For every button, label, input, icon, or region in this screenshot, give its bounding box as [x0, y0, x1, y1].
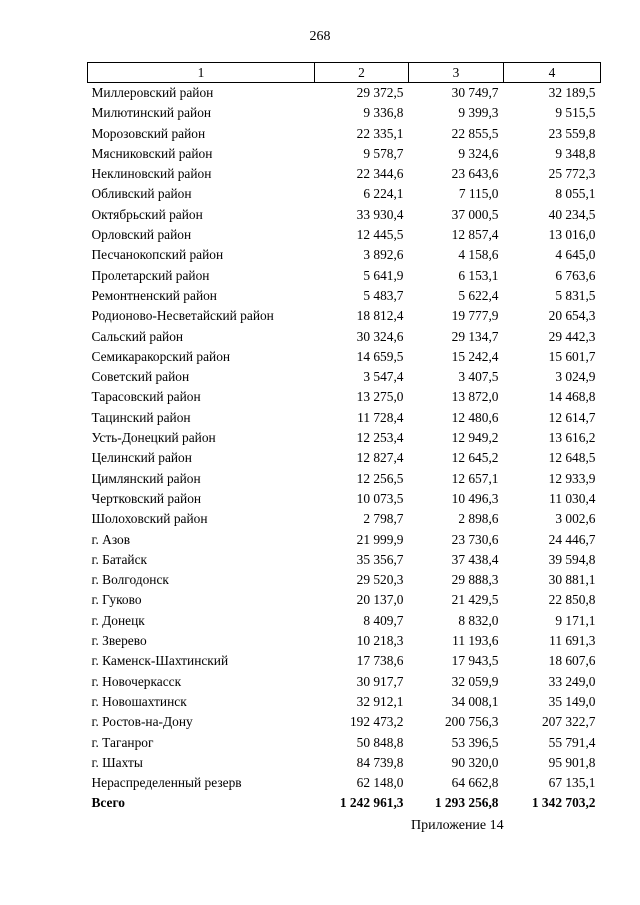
- value-cell: 12 645,2: [451, 450, 499, 466]
- value-cell: 12 857,4: [451, 227, 499, 243]
- value-cell: 12 827,4: [356, 450, 404, 466]
- value-cell: 5 622,4: [458, 287, 499, 303]
- total-value-cell: 1 293 256,8: [434, 795, 499, 811]
- value-cell: 67 135,1: [548, 775, 596, 791]
- table-row: [88, 773, 601, 793]
- value-cell: 30 881,1: [548, 572, 596, 588]
- row-name-cell: Мясниковский район: [91, 145, 213, 161]
- table-row: [88, 672, 601, 692]
- table-row: [88, 306, 601, 326]
- value-cell: 12 648,5: [548, 450, 596, 466]
- value-cell: 6 224,1: [363, 186, 404, 202]
- value-cell: 11 193,6: [452, 633, 499, 649]
- value-cell: 40 234,5: [548, 206, 596, 222]
- value-cell: 32 189,5: [548, 85, 596, 100]
- row-name-cell: Родионово-Несветайский район: [91, 308, 274, 324]
- value-cell: 2 898,6: [458, 511, 499, 527]
- value-cell: 11 728,4: [357, 409, 404, 425]
- row-name-cell: Тарасовский район: [91, 389, 201, 405]
- table-row: [88, 753, 601, 773]
- row-name-cell: г. Батайск: [91, 551, 148, 567]
- value-cell: 12 253,4: [356, 430, 404, 446]
- value-cell: 22 850,8: [548, 592, 596, 608]
- table-row: [88, 712, 601, 732]
- row-name-cell: г. Зверево: [91, 633, 147, 649]
- value-cell: 17 943,5: [451, 653, 499, 669]
- row-name-cell: г. Ростов-на-Дону: [91, 714, 193, 730]
- value-cell: 30 324,6: [356, 328, 404, 344]
- value-cell: 35 356,7: [356, 551, 404, 567]
- row-name-cell: г. Таганрог: [91, 734, 154, 750]
- appendix-label: Приложение 14: [411, 818, 504, 833]
- value-cell: 192 473,2: [349, 714, 404, 730]
- data-table: [87, 62, 601, 814]
- value-cell: 23 730,6: [451, 531, 499, 547]
- table-row: [88, 733, 601, 753]
- total-label-cell: Всего: [91, 795, 125, 811]
- table-row: [88, 387, 601, 407]
- value-cell: 5 483,7: [363, 287, 404, 303]
- value-cell: 10 496,3: [451, 490, 499, 506]
- table-row: [88, 124, 601, 144]
- table-row: [88, 509, 601, 529]
- row-name-cell: Сальский район: [91, 328, 184, 344]
- value-cell: 33 930,4: [356, 206, 404, 222]
- value-cell: 37 000,5: [451, 206, 499, 222]
- row-name-cell: г. Азов: [91, 531, 131, 547]
- value-cell: 3 547,4: [363, 369, 404, 385]
- row-name-cell: Шолоховский район: [91, 511, 208, 527]
- total-value-cell: 1 342 703,2: [531, 795, 596, 811]
- value-cell: 90 320,0: [451, 754, 499, 770]
- value-cell: 22 855,5: [451, 125, 499, 141]
- value-cell: 29 442,3: [548, 328, 596, 344]
- value-cell: 12 445,5: [356, 227, 404, 243]
- table-row: [88, 83, 601, 104]
- table-row: [88, 530, 601, 550]
- table-row: [88, 692, 601, 712]
- value-cell: 29 372,5: [356, 85, 404, 100]
- value-cell: 6 763,6: [555, 267, 596, 283]
- value-cell: 62 148,0: [356, 775, 404, 791]
- table-row: [88, 448, 601, 468]
- value-cell: 9 399,3: [458, 105, 499, 121]
- value-cell: 25 772,3: [548, 166, 596, 182]
- table-header: [88, 63, 601, 83]
- value-cell: 30 917,7: [356, 673, 404, 689]
- row-name-cell: Миллеровский район: [91, 85, 214, 100]
- row-name-cell: Чертковский район: [91, 490, 202, 506]
- table-row: [88, 327, 601, 347]
- row-name-cell: Нераспределенный резерв: [91, 775, 242, 791]
- value-cell: 15 242,4: [451, 348, 499, 364]
- value-cell: 22 335,1: [356, 125, 404, 141]
- table-row: [88, 469, 601, 489]
- row-name-cell: Цимлянский район: [91, 470, 201, 486]
- table-row: [88, 651, 601, 671]
- value-cell: 55 791,4: [548, 734, 596, 750]
- row-name-cell: г. Каменск-Шахтинский: [91, 653, 229, 669]
- value-cell: 8 832,0: [458, 612, 499, 628]
- value-cell: 29 888,3: [451, 572, 499, 588]
- row-name-cell: Пролетарский район: [91, 267, 210, 283]
- value-cell: 37 438,4: [451, 551, 499, 567]
- total-row: [88, 793, 601, 813]
- row-name-cell: г. Донецк: [91, 612, 145, 628]
- row-name-cell: Песчанокопский район: [91, 247, 224, 263]
- table-row: [88, 428, 601, 448]
- value-cell: 15 601,7: [548, 348, 596, 364]
- value-cell: 23 559,8: [548, 125, 596, 141]
- row-name-cell: г. Новочеркасск: [91, 673, 182, 689]
- row-name-cell: Советский район: [91, 369, 190, 385]
- value-cell: 21 429,5: [451, 592, 499, 608]
- value-cell: 18 607,6: [548, 653, 596, 669]
- value-cell: 50 848,8: [356, 734, 404, 750]
- table-row: [88, 570, 601, 590]
- value-cell: 20 137,0: [356, 592, 404, 608]
- value-cell: 21 999,9: [356, 531, 404, 547]
- row-name-cell: г. Гуково: [91, 592, 142, 608]
- value-cell: 64 662,8: [451, 775, 499, 791]
- value-cell: 95 901,8: [548, 754, 596, 770]
- value-cell: 8 409,7: [363, 612, 404, 628]
- value-cell: 13 016,0: [548, 227, 596, 243]
- row-name-cell: г. Волгодонск: [91, 572, 169, 588]
- value-cell: 14 468,8: [548, 389, 596, 405]
- value-cell: 3 892,6: [363, 247, 404, 263]
- value-cell: 13 616,2: [548, 430, 596, 446]
- row-name-cell: Морозовский район: [91, 125, 206, 141]
- value-cell: 12 949,2: [451, 430, 499, 446]
- page-number: 268: [309, 29, 331, 44]
- value-cell: 24 446,7: [548, 531, 596, 547]
- value-cell: 32 912,1: [356, 693, 404, 709]
- table-row: [88, 550, 601, 570]
- row-name-cell: Семикаракорский район: [91, 348, 231, 364]
- row-name-cell: Неклиновский район: [91, 166, 212, 182]
- value-cell: 3 024,9: [555, 369, 596, 385]
- value-cell: 39 594,8: [548, 551, 596, 567]
- value-cell: 12 614,7: [548, 409, 596, 425]
- table-row: [88, 286, 601, 306]
- row-name-cell: Октябрьский район: [91, 206, 203, 222]
- value-cell: 11 691,3: [549, 633, 596, 649]
- value-cell: 5 831,5: [555, 287, 596, 303]
- table-row: [88, 184, 601, 204]
- table-row: [88, 245, 601, 265]
- row-name-cell: Тацинский район: [91, 409, 191, 425]
- table-header-row: [88, 63, 601, 83]
- row-name-cell: Милютинский район: [91, 105, 212, 121]
- value-cell: 12 657,1: [451, 470, 499, 486]
- row-name-cell: Орловский район: [91, 227, 192, 243]
- value-cell: 4 645,0: [555, 247, 596, 263]
- column-header: 1: [88, 63, 315, 83]
- value-cell: 10 073,5: [356, 490, 404, 506]
- value-cell: 13 275,0: [356, 389, 404, 405]
- value-cell: 4 158,6: [458, 247, 499, 263]
- total-value-cell: 1 242 961,3: [339, 795, 404, 811]
- table-row: [88, 225, 601, 245]
- row-name-cell: Целинский район: [91, 450, 192, 466]
- row-name-cell: г. Новошахтинск: [91, 693, 187, 709]
- value-cell: 11 030,4: [549, 490, 596, 506]
- value-cell: 6 153,1: [458, 267, 499, 283]
- value-cell: 34 008,1: [451, 693, 499, 709]
- value-cell: 23 643,6: [451, 166, 499, 182]
- value-cell: 9 336,8: [363, 105, 404, 121]
- value-cell: 33 249,0: [548, 673, 596, 689]
- value-cell: 29 134,7: [451, 328, 499, 344]
- row-name-cell: г. Шахты: [91, 754, 143, 770]
- table-row: [88, 408, 601, 428]
- value-cell: 3 407,5: [458, 369, 499, 385]
- value-cell: 12 256,5: [356, 470, 404, 486]
- value-cell: 29 520,3: [356, 572, 404, 588]
- value-cell: 200 756,3: [444, 714, 499, 730]
- value-cell: 35 149,0: [548, 693, 596, 709]
- row-name-cell: Ремонтненский район: [91, 287, 217, 303]
- table-row: [88, 611, 601, 631]
- table-row: [88, 205, 601, 225]
- value-cell: 53 396,5: [451, 734, 499, 750]
- table-row: [88, 347, 601, 367]
- value-cell: 12 480,6: [451, 409, 499, 425]
- value-cell: 2 798,7: [363, 511, 404, 527]
- value-cell: 17 738,6: [356, 653, 404, 669]
- value-cell: 9 324,6: [458, 145, 499, 161]
- value-cell: 8 055,1: [555, 186, 596, 202]
- value-cell: 19 777,9: [451, 308, 499, 324]
- value-cell: 30 749,7: [451, 85, 499, 100]
- table-body: [88, 83, 601, 814]
- value-cell: 207 322,7: [541, 714, 596, 730]
- value-cell: 18 812,4: [356, 308, 404, 324]
- table-row: [88, 266, 601, 286]
- value-cell: 14 659,5: [356, 348, 404, 364]
- value-cell: 7 115,0: [458, 186, 499, 202]
- table-row: [88, 103, 601, 123]
- table-row: [88, 631, 601, 651]
- value-cell: 9 515,5: [555, 105, 596, 121]
- value-cell: 5 641,9: [363, 267, 404, 283]
- value-cell: 13 872,0: [451, 389, 499, 405]
- column-header: 4: [504, 63, 601, 83]
- column-header: 2: [315, 63, 409, 83]
- value-cell: 9 348,8: [555, 145, 596, 161]
- value-cell: 32 059,9: [451, 673, 499, 689]
- value-cell: 84 739,8: [356, 754, 404, 770]
- value-cell: 12 933,9: [548, 470, 596, 486]
- value-cell: 9 578,7: [363, 145, 404, 161]
- table-row: [88, 489, 601, 509]
- value-cell: 22 344,6: [356, 166, 404, 182]
- table-row: [88, 590, 601, 610]
- row-name-cell: Усть-Донецкий район: [91, 430, 216, 446]
- table-row: [88, 164, 601, 184]
- table-row: [88, 367, 601, 387]
- value-cell: 10 218,3: [356, 633, 404, 649]
- value-cell: 9 171,1: [555, 612, 596, 628]
- value-cell: 3 002,6: [555, 511, 596, 527]
- table-row: [88, 144, 601, 164]
- row-name-cell: Обливский район: [91, 186, 192, 202]
- value-cell: 20 654,3: [548, 308, 596, 324]
- column-header: 3: [409, 63, 504, 83]
